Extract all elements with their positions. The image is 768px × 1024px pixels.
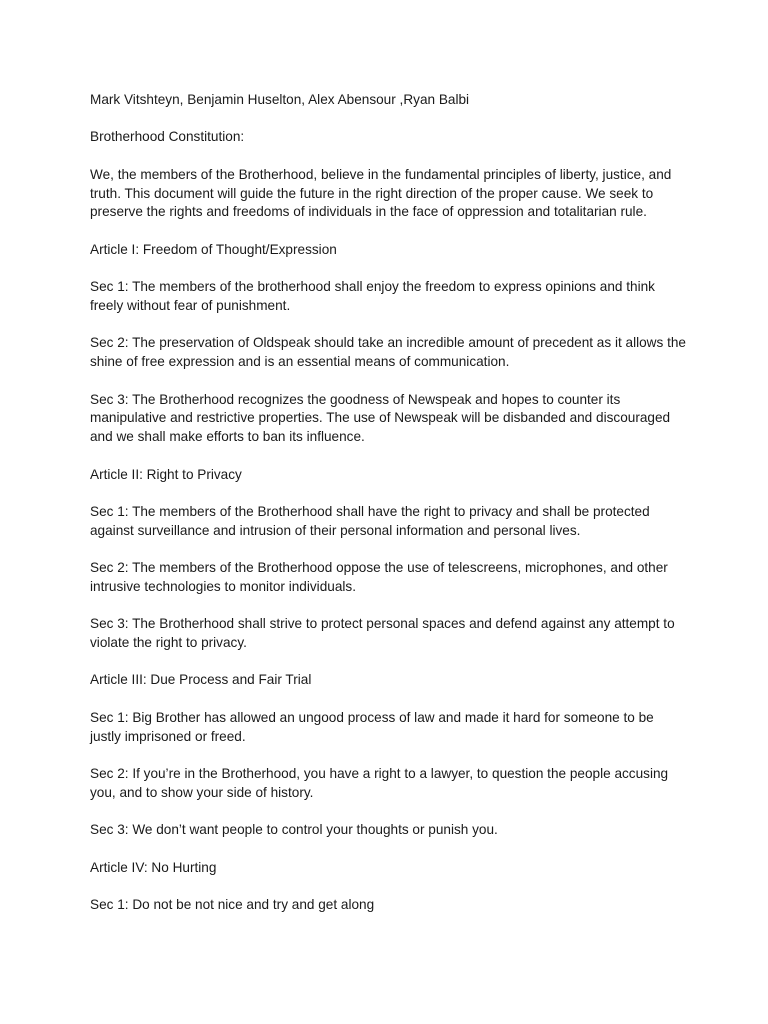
article-heading: Article II: Right to Privacy (90, 466, 242, 482)
section-paragraph: Sec 1: Do not be not nice and try and get along (90, 897, 375, 913)
section-paragraph: Sec 1: Big Brother has allowed an ungood process of law and made it hard for someone to be justly imprisoned or freed. (90, 709, 654, 744)
article-heading: Article III: Due Process and Fair Trial (90, 672, 312, 688)
section-paragraph: Sec 3: The Brotherhood shall strive to protect personal spaces and defend against any attempt to violate the right to privacy. (90, 616, 675, 651)
section-paragraph: Sec 3: We don’t want people to control your thoughts or punish you. (90, 822, 498, 838)
section-paragraph: Sec 2: The preservation of Oldspeak should take an incredible amount of precedent as it allows the shine of free expression and is an essential means of communication. (90, 335, 686, 370)
authors-line: Mark Vitshteyn, Benjamin Huselton, Alex Abensour ,Ryan Balbi (90, 92, 470, 107)
article-heading: Article I: Freedom of Thought/Expression (90, 241, 337, 257)
preamble: We, the members of the Brotherhood, believe in the fundamental principles of liberty, justice, and truth. This document will guide the future in the right direction of the proper cause. We seek to preserve the rights and freedoms of individuals in the face of oppression and totalitarian rule. (90, 166, 672, 220)
section-paragraph: Sec 2: The members of the Brotherhood oppose the use of telescreens, microphones, and other intrusive technologies to monitor individuals. (90, 560, 668, 594)
article-heading: Article IV: No Hurting (90, 859, 217, 875)
section-paragraph: Sec 2: If you’re in the Brotherhood, you have a right to a lawyer, to question the people accusing you, and to show your side of history. (90, 766, 669, 800)
document-title: Brotherhood Constitution: (90, 129, 245, 145)
section-paragraph: Sec 1: The members of the brotherhood shall enjoy the freedom to express opinions and think freely without fear of punishment. (90, 279, 655, 313)
section-paragraph: Sec 3: The Brotherhood recognizes the goodness of Newspeak and hopes to counter its manipulative and restrictive properties. The use of Newspeak will be disbanded and discouraged and we shall make efforts to ban its influence. (90, 391, 671, 445)
section-paragraph: Sec 1: The members of the Brotherhood shall have the right to privacy and shall be protected against surveillance and intrusion of their personal information and personal lives. (90, 503, 650, 538)
